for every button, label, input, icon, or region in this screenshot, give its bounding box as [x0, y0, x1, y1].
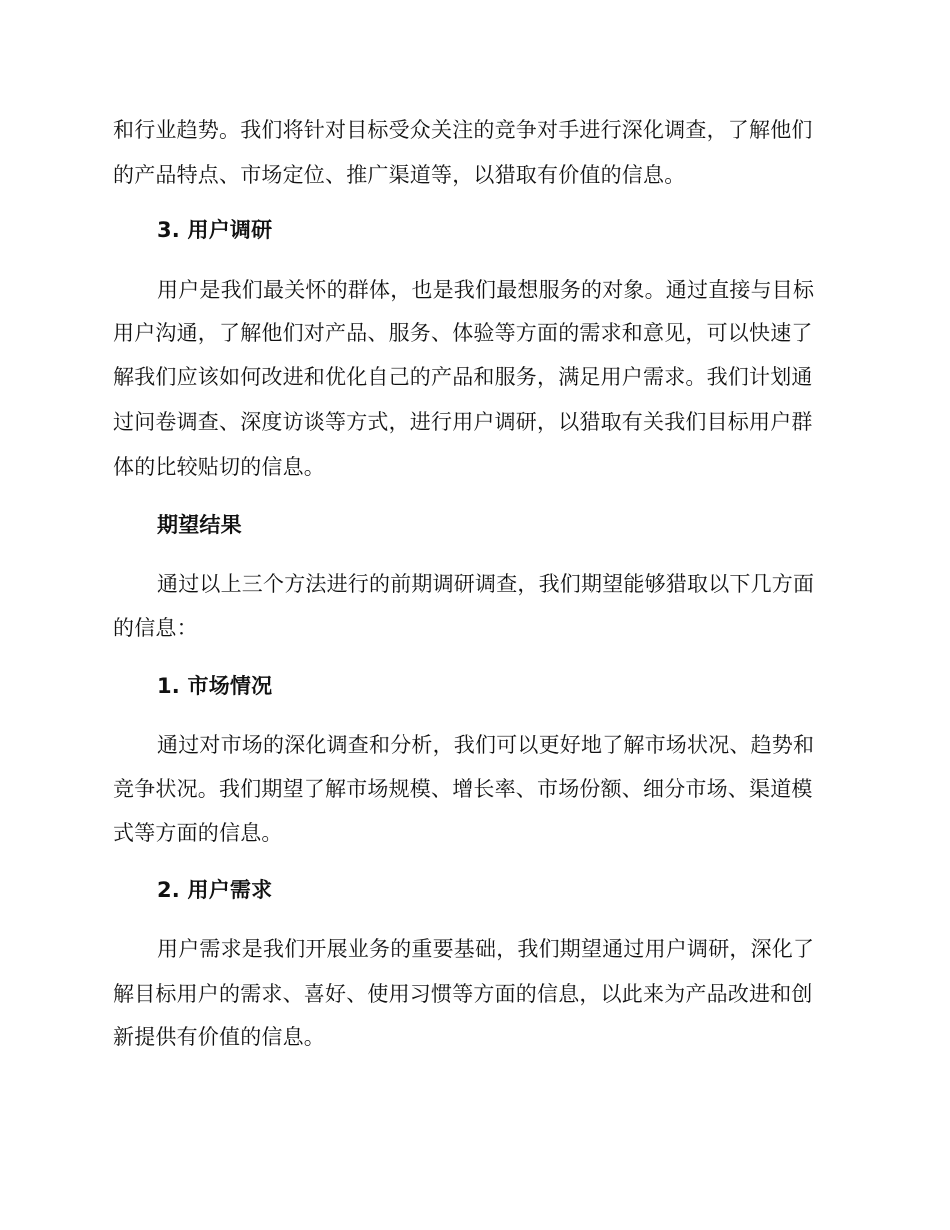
paragraph-line: 过问卷调查、深度访谈等方式，进行用户调研，以猎取有关我们目标用户群 — [113, 410, 813, 434]
paragraph-line: 的信息： — [113, 616, 198, 640]
paragraph-line: 用户是我们最关怀的群体，也是我们最想服务的对象。通过直接与目标 — [157, 278, 815, 302]
section-heading-expected-results: 期望结果 — [157, 513, 242, 537]
paragraph-line: 用户沟通，了解他们对产品、服务、体验等方面的需求和意见，可以快速了 — [113, 321, 813, 345]
section-heading-user-research: 3. 用户调研 — [157, 218, 273, 242]
paragraph-line: 竞争状况。我们期望了解市场规模、增长率、市场份额、细分市场、渠道模 — [113, 777, 813, 801]
paragraph-line: 通过对市场的深化调查和分析，我们可以更好地了解市场状况、趋势和 — [157, 733, 815, 757]
paragraph-line: 解我们应该如何改进和优化自己的产品和服务，满足用户需求。我们计划通 — [113, 365, 813, 389]
paragraph-line: 的产品特点、市场定位、推广渠道等，以猎取有价值的信息。 — [113, 163, 686, 187]
section-heading-market-situation: 1. 市场情况 — [157, 674, 273, 698]
paragraph-line: 新提供有价值的信息。 — [113, 1025, 325, 1049]
paragraph-line: 式等方面的信息。 — [113, 821, 283, 845]
paragraph-line: 体的比较贴切的信息。 — [113, 455, 325, 479]
paragraph-line: 和行业趋势。我们将针对目标受众关注的竞争对手进行深化调查，了解他们 — [113, 118, 813, 142]
section-heading-user-needs: 2. 用户需求 — [157, 878, 273, 902]
paragraph-line: 用户需求是我们开展业务的重要基础，我们期望通过用户调研，深化了 — [157, 937, 815, 961]
paragraph-line: 解目标用户的需求、喜好、使用习惯等方面的信息，以此来为产品改进和创 — [113, 982, 813, 1006]
paragraph-line: 通过以上三个方法进行的前期调研调查，我们期望能够猎取以下几方面 — [157, 572, 815, 596]
